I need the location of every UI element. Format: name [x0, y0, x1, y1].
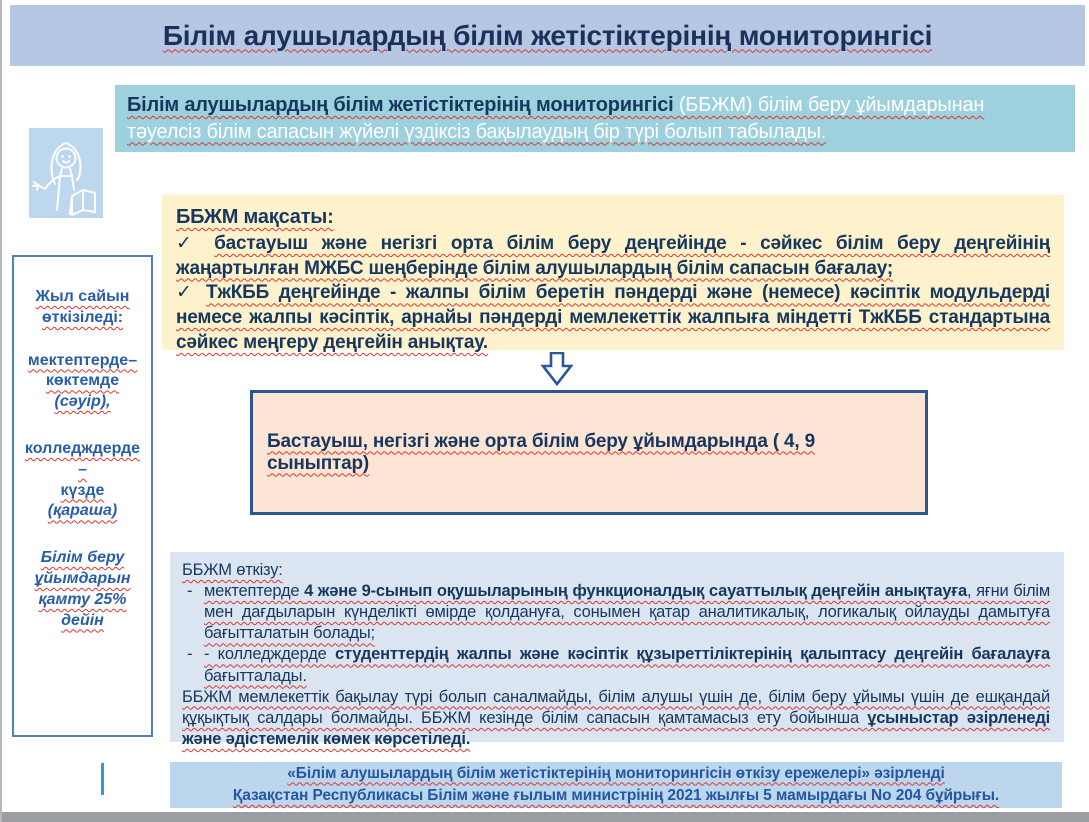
schedule-schools: мектептерде– [27, 351, 138, 369]
down-arrow-icon [538, 352, 576, 388]
conduct-box [170, 552, 1064, 748]
text-cursor [101, 763, 104, 795]
conduct-title: ББЖМ өткізу: [182, 561, 283, 579]
dash-marker: - [187, 582, 193, 601]
conduct-note: ББЖМ мемлекеттік бақылау түрі болып саналмайды, білім алушы үшін де, білім беру ұйымы үшін де ешқандай құқықтық салдары болмайды. ББЖМ кезінде білім сапасын қамтамасыз ету бойынша ұсыныстар әзірленеді және әдістемелік көмек көрсетіледі. [182, 687, 1050, 748]
definition-box [115, 85, 1075, 152]
target-organizations-box [250, 390, 928, 515]
conduct-bullet-colleges: - - колледждерде студенттердің жалпы және кәсіптік құзыреттіліктерінің қалыптасу деңгейін бағалауға бағытталады. [187, 645, 1050, 685]
schedule-heading: Жыл сайын өткізіледі: [35, 288, 130, 326]
schedule-box: Жыл сайын өткізіледі: мектептерде– көктемде (сәуір), колледждерде – күзде (қараша) Білім беру ұйымдарын қамту 25% дейін [12, 255, 153, 737]
goal-item: ✓ бастауыш және негізгі орта білім беру деңгейінде - сәйкес білім беру деңгейінің жаңартылған МЖБС шеңберінде білім алушылардың білім сапасын бағалау; [176, 233, 1050, 279]
schedule-colleges: колледждерде [24, 439, 141, 457]
coverage-note: Білім беру ұйымдарын қамту 25% дейін [34, 549, 131, 629]
goal-item: ✓ ТжКББ деңгейінде - жалпы білім беретін пәндерді және (немесе) кәсіптік модульдерді немесе жалпы кәсіптік, арнайы пәндерді мемлекеттік жалпыға міндетті ТжКББ стандартына сәйкес меңгеру деңгейін анықтау. [176, 282, 1050, 353]
definition-text: (ББЖМ) білім беру ұйымдарынан тәуелсіз білім сапасын жүйелі үздіксіз бақылаудың бір түрі болып табылады. [127, 94, 985, 143]
goals-title: ББЖМ мақсаты: [176, 206, 334, 228]
rules-reference-box [170, 762, 1062, 808]
girl-reading-book-icon [29, 128, 103, 218]
check-icon: ✓ [176, 233, 201, 254]
page-title: Білім алушылардың білім жетістіктерінің мониторингісі [162, 19, 933, 51]
dash-marker: - [187, 645, 193, 664]
definition-term: Білім алушылардың білім жетістіктерінің мониторингісі [127, 94, 674, 116]
title-bar [10, 5, 1085, 66]
target-text: Бастауыш, негізгі және орта білім беру ұйымдарында ( 4, 9 сыныптар) [267, 430, 815, 474]
rules-line1: «Білім алушылардың білім жетістіктерінің мониторингісін өткізу ережелері» әзірленді [287, 764, 945, 782]
bottom-border-band [2, 812, 1089, 822]
check-icon: ✓ [176, 282, 197, 304]
goals-box [162, 195, 1064, 353]
rules-line2: Қазақстан Республикасы Білім және ғылым министрінің 2021 жылғы 5 мамырдағы No 204 бұйрығы. [232, 787, 1000, 804]
conduct-bullet-schools: - мектептерде 4 және 9-сынып оқушыларының функционалдық сауаттылық деңгейін анықтауға, яғни білім мен дағдыларын күнделікті өмірде қолдануға, сонымен қатар аналитикалық, логикалық ойлауды дамытуға бағытталатын болады; [187, 582, 1051, 643]
